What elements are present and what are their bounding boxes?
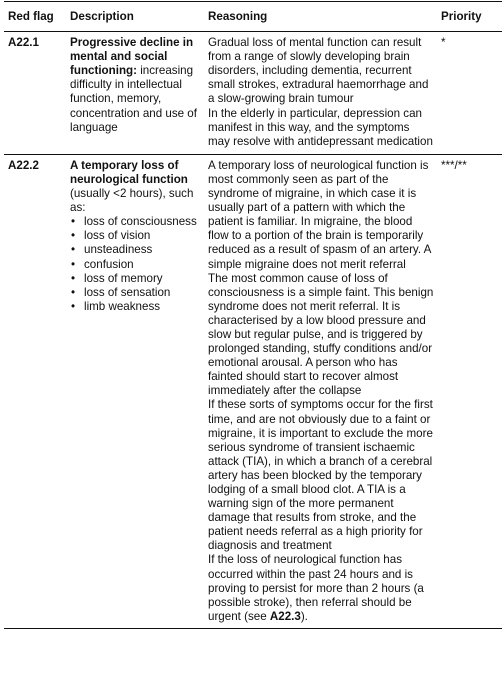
bullet-icon: • <box>71 285 76 299</box>
priority-value: ***/** <box>437 154 502 628</box>
red-flag-table-container <box>4 1 502 629</box>
red-flag-table <box>4 1 502 629</box>
bullet-icon: • <box>71 215 76 229</box>
header-description: Description <box>66 2 204 32</box>
priority-value: * <box>437 32 502 155</box>
header-priority: Priority <box>437 2 502 32</box>
description-cell <box>66 154 204 628</box>
list-item <box>70 243 201 257</box>
reasoning-cell <box>204 154 437 628</box>
table-header <box>4 2 502 32</box>
header-reasoning: Reasoning <box>204 2 437 32</box>
table-row <box>4 32 502 155</box>
list-item-label: loss of memory <box>84 271 163 285</box>
cross-reference: A22.3 <box>269 609 301 623</box>
list-item-label: confusion <box>84 257 134 271</box>
list-item <box>70 286 201 300</box>
reasoning-cell <box>204 32 437 155</box>
bullet-icon: • <box>71 257 76 271</box>
bullet-icon: • <box>71 243 76 257</box>
list-item-label: unsteadiness <box>84 243 153 257</box>
list-item-label: loss of consciousness <box>84 215 197 229</box>
table-body <box>4 32 502 629</box>
reasoning-text: If the loss of neurological function has occurred within the past 24 hours and is proving to persist for more than 2 hours (a possible stroke), then referral should be urgent (see <box>208 553 424 623</box>
reasoning-paragraph: If these sorts of symptoms occur for the first time, and are not obviously due to a faint or migraine, it is important to exclude the more serious syndrome of transient ischaemic attack (TIA), in which a branch of a cerebral artery has been blocked by the temporary lodging of a small blood clot. A TIA is a warning sign of the more permanent damage that results from stroke, and the patient needs referral as a high priority for diagnosis and treatment <box>208 398 433 553</box>
bullet-icon: • <box>71 271 76 285</box>
table-row <box>4 154 502 628</box>
list-item-label: limb weakness <box>84 299 161 313</box>
bullet-icon: • <box>71 299 76 313</box>
header-row <box>4 2 502 32</box>
symptom-list <box>70 215 201 314</box>
description-text: increasing difficulty in intellectual function, memory, concentration and use of language <box>70 64 197 134</box>
reasoning-paragraph: The most common cause of loss of consciousness is a simple faint. This benign syndrome does not merit referral. It is characterised by a low blood pressure and slow but regular pulse, and is triggered by prolonged standing, stuffy conditions and/or emotional arousal. A person who has fainted should start to recover almost immediately after the collapse <box>208 271 434 398</box>
description-text: (usually <2 hours), such as: <box>70 187 194 215</box>
list-item <box>70 229 201 243</box>
reasoning-text: ). <box>300 609 308 623</box>
description-cell <box>66 32 204 155</box>
red-flag-code: A22.2 <box>4 154 66 628</box>
list-item <box>70 258 201 272</box>
red-flag-code: A22.1 <box>4 32 66 155</box>
list-item-label: loss of sensation <box>84 285 171 299</box>
list-item <box>70 215 201 229</box>
description-title: Progressive decline in mental and social functioning: <box>70 36 194 78</box>
bullet-icon: • <box>71 229 76 243</box>
reasoning-paragraph <box>208 553 434 623</box>
list-item <box>70 272 201 286</box>
list-item-label: loss of vision <box>84 229 151 243</box>
reasoning-paragraph: A temporary loss of neurological function is most commonly seen as part of the syndrome of migraine, in which case it is usually part of a pattern with which the patient is familiar. In migraine, the blood flow to a portion of the brain is temporarily reduced as a result of spasm of an artery. A simple migraine does not merit referral <box>208 158 431 271</box>
list-item <box>70 300 201 314</box>
description-title: A temporary loss of neurological function <box>70 158 188 186</box>
header-red-flag: Red flag <box>4 2 66 32</box>
reasoning-paragraph: In the elderly in particular, depression can manifest in this way, and the symptoms may resolve with antidepressant medication <box>208 106 433 148</box>
reasoning-paragraph: Gradual loss of mental function can result from a range of slowly developing brain disorders, including dementia, recurrent small strokes, extradural haemorrhage and a slow-growing brain tumour <box>208 36 429 106</box>
